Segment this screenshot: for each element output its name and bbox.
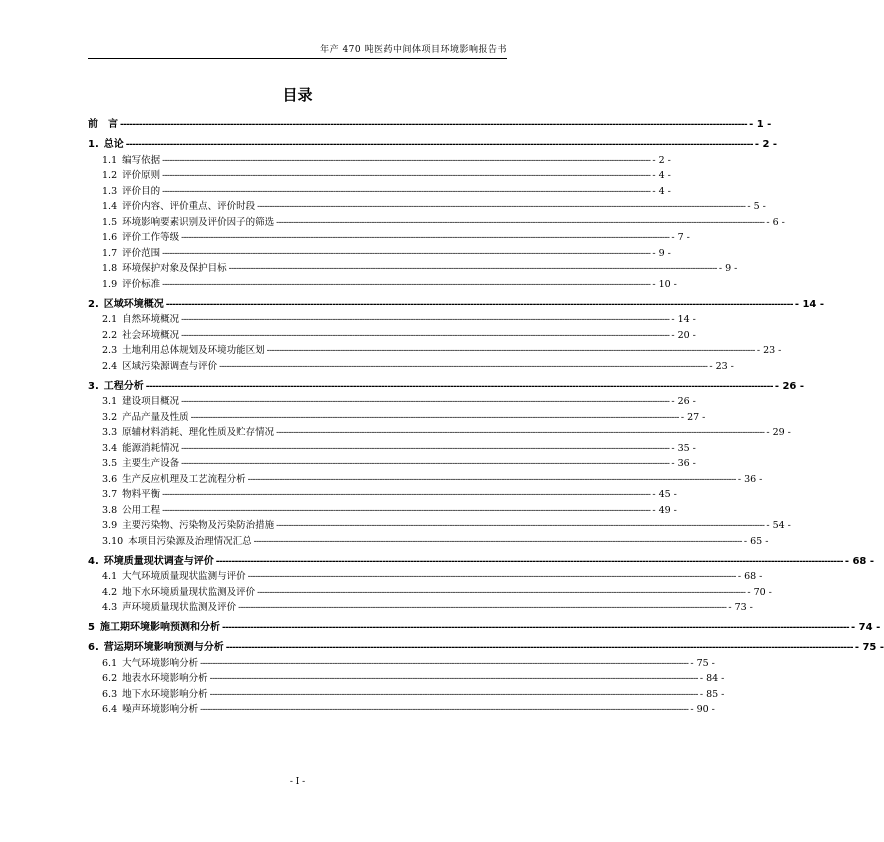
- toc-entry-label: 总论: [103, 139, 124, 150]
- toc-section-entry[interactable]: [88, 356, 734, 372]
- toc-chapter-entry[interactable]: [88, 290, 825, 310]
- toc-leader-dots: --------------------------------------------------------------------------------------------------------------------------------------------------------------------------------------------------------: [181, 315, 670, 325]
- toc-entry-page: - 70 -: [747, 586, 772, 598]
- toc-entry-number: 3.: [88, 380, 99, 392]
- toc-entry-number: 1.1: [102, 154, 118, 166]
- toc-entry-label: 生产反应机理及工艺流程分析: [122, 473, 246, 485]
- toc-entry-page: - 73 -: [728, 602, 753, 613]
- toc-entry-page: - 9 -: [652, 247, 671, 259]
- toc-entry-label: 声环境质量现状监测及评价: [122, 602, 237, 613]
- toc-entry-page: - 6 -: [766, 216, 785, 228]
- toc-entry-number: 6.4: [102, 704, 118, 715]
- toc-chapter-entry[interactable]: [88, 633, 884, 653]
- toc-entry-number: 1.2: [102, 170, 118, 181]
- toc-entry-page: - 36 -: [671, 458, 696, 469]
- toc-entry-label: 施工期环境影响预测和分析: [99, 622, 220, 633]
- toc-entry-label: 大气环境影响分析: [122, 657, 199, 669]
- toc-leader-dots: --------------------------------------------------------------------------------------------------------------------------------------------------------------------------------------------------------: [181, 459, 670, 469]
- toc-entry-label: 评价原则: [122, 170, 161, 181]
- toc-entry-page: - 4 -: [652, 185, 671, 197]
- toc-leader-dots: --------------------------------------------------------------------------------------------------------------------------------------------------------------------------------------------------------: [276, 428, 765, 438]
- toc-leader-dots: --------------------------------------------------------------------------------------------------------------------------------------------------------------------------------------------------------: [215, 556, 843, 567]
- toc-leader-dots: --------------------------------------------------------------------------------------------------------------------------------------------------------------------------------------------------------: [276, 217, 765, 228]
- toc-entry-number: 3.8: [102, 504, 118, 516]
- toc-leader-dots: --------------------------------------------------------------------------------------------------------------------------------------------------------------------------------------------------------: [181, 443, 670, 454]
- toc-section-entry[interactable]: [88, 150, 671, 166]
- toc-entry-label: 评价目的: [122, 185, 161, 197]
- toc-section-entry[interactable]: [88, 485, 677, 501]
- toc-entry-page: - 65 -: [743, 535, 769, 547]
- toc-leader-dots: --------------------------------------------------------------------------------------------------------------------------------------------------------------------------------------------------------: [225, 643, 853, 653]
- toc-entry-number: 4.2: [102, 586, 118, 598]
- toc-entry-page: - 2 -: [652, 154, 671, 166]
- toc-entry-number: 1.5: [102, 216, 118, 228]
- toc-entry-number: 1.9: [102, 278, 118, 290]
- toc-chapter-entry[interactable]: [88, 372, 805, 392]
- toc-section-entry[interactable]: [88, 259, 738, 275]
- toc-entry-label: 地表水环境影响分析: [122, 673, 208, 684]
- toc-entry-label: 建设项目概况: [122, 396, 180, 407]
- toc-entry-number: 6.: [88, 642, 99, 653]
- toc-leader-dots: --------------------------------------------------------------------------------------------------------------------------------------------------------------------------------------------------------: [162, 279, 651, 290]
- toc-entry-number: 2.2: [102, 329, 118, 341]
- toc-entry-number: 1.4: [102, 201, 118, 212]
- toc-leader-dots: --------------------------------------------------------------------------------------------------------------------------------------------------------------------------------------------------------: [253, 536, 742, 547]
- toc-leader-dots: --------------------------------------------------------------------------------------------------------------------------------------------------------------------------------------------------------: [257, 202, 746, 212]
- toc-entry-page: - 2 -: [754, 139, 778, 150]
- toc-entry-page: - 27 -: [680, 411, 706, 423]
- toc-entry-page: - 75 -: [690, 657, 715, 669]
- toc-section-entry[interactable]: [88, 516, 791, 532]
- toc-entry-page: - 74 -: [851, 622, 881, 633]
- toc-leader-dots: --------------------------------------------------------------------------------------------------------------------------------------------------------------------------------------------------------: [219, 361, 708, 372]
- toc-section-entry[interactable]: [88, 166, 671, 182]
- toc-entry-page: - 9 -: [718, 263, 738, 274]
- toc-entry-page: - 23 -: [709, 360, 734, 372]
- toc-entry-page: - 26 -: [671, 396, 696, 407]
- toc-section-entry[interactable]: [88, 454, 696, 470]
- toc-section-entry[interactable]: [88, 243, 671, 259]
- toc-entry-page: - 85 -: [699, 688, 725, 700]
- toc-entry-page: - 29 -: [766, 427, 791, 438]
- toc-section-entry[interactable]: [88, 598, 753, 614]
- toc-section-entry[interactable]: [88, 310, 696, 326]
- toc-section-entry[interactable]: [88, 197, 766, 213]
- toc-entry-number: 2.3: [102, 345, 118, 356]
- toc-entry-label: 工程分析: [103, 380, 144, 392]
- toc-section-entry[interactable]: [88, 469, 763, 485]
- toc-entry-number: 2.1: [102, 314, 118, 325]
- toc-leader-dots: --------------------------------------------------------------------------------------------------------------------------------------------------------------------------------------------------------: [120, 120, 748, 130]
- toc-entry-number: 3.4: [102, 442, 118, 454]
- toc-leader-dots: --------------------------------------------------------------------------------------------------------------------------------------------------------------------------------------------------------: [162, 505, 651, 516]
- toc-entry-number: 4.: [88, 555, 99, 567]
- toc-section-entry[interactable]: [88, 392, 696, 408]
- toc-section-entry[interactable]: [88, 582, 772, 598]
- toc-entry-label: 土地利用总体规划及环境功能区划: [122, 345, 265, 356]
- toc-leader-dots: --------------------------------------------------------------------------------------------------------------------------------------------------------------------------------------------------------: [162, 171, 651, 181]
- toc-leader-dots: --------------------------------------------------------------------------------------------------------------------------------------------------------------------------------------------------------: [162, 248, 651, 259]
- toc-leader-dots: --------------------------------------------------------------------------------------------------------------------------------------------------------------------------------------------------------: [221, 623, 850, 633]
- toc-entry-page: - 26 -: [774, 380, 805, 392]
- toc-entry-number: 5: [88, 622, 95, 633]
- toc-entry-label: 环境影响要素识别及评价因子的筛选: [122, 216, 275, 228]
- toc-leader-dots: --------------------------------------------------------------------------------------------------------------------------------------------------------------------------------------------------------: [165, 299, 793, 310]
- toc-entry-page: - 23 -: [756, 345, 782, 356]
- toc-entry-label: 营运期环境影响预测与分析: [103, 642, 224, 653]
- toc-entry-label: 本项目污染源及治理情况汇总: [128, 535, 252, 547]
- toc-entry-number: 3.3: [102, 427, 118, 438]
- toc-entry-page: - 1 -: [749, 119, 772, 130]
- toc-entry-label: 噪声环境影响分析: [122, 704, 199, 715]
- toc-section-entry[interactable]: [88, 423, 791, 439]
- toc-section-entry[interactable]: [88, 274, 677, 290]
- toc-entry-label: 区域污染源调查与评价: [122, 360, 218, 372]
- toc-entry-label: 评价范围: [122, 247, 161, 259]
- toc-entry-number: 3.6: [102, 473, 118, 485]
- toc-section-entry[interactable]: [88, 325, 696, 341]
- toc-entry-number: 1.6: [102, 232, 118, 243]
- toc-entry-page: - 68 -: [844, 555, 875, 567]
- toc-entry-label: 地下水环境质量现状监测及评价: [122, 586, 256, 598]
- page-title: 目录: [282, 86, 313, 104]
- toc-entry-page: - 14 -: [671, 314, 696, 325]
- toc-leader-dots: --------------------------------------------------------------------------------------------------------------------------------------------------------------------------------------------------------: [257, 587, 746, 598]
- toc-chapter-entry[interactable]: [88, 547, 875, 567]
- toc-chapter-entry[interactable]: [88, 613, 881, 633]
- toc-chapter-entry[interactable]: [88, 130, 778, 150]
- toc-entry-label: 区域环境概况: [103, 298, 164, 310]
- toc-entry-number: 4.1: [102, 571, 118, 582]
- toc-entry-number: 4.3: [102, 602, 118, 613]
- toc-entry-number: 1.8: [102, 263, 118, 274]
- toc-entry-page: - 7 -: [671, 232, 690, 243]
- toc-section-entry[interactable]: [88, 500, 677, 516]
- toc-entry-page: - 10 -: [652, 278, 677, 290]
- toc-entry-label: 环境质量现状调查与评价: [103, 555, 214, 567]
- toc-entry-page: - 84 -: [699, 673, 725, 684]
- toc-entry-label: 原辅材料消耗、理化性质及贮存情况: [122, 427, 275, 438]
- toc-entry-number: 6.1: [102, 657, 118, 669]
- toc-leader-dots: --------------------------------------------------------------------------------------------------------------------------------------------------------------------------------------------------------: [181, 233, 670, 243]
- toc-entry-label: 主要污染物、污染物及污染防治措施: [122, 520, 275, 531]
- toc-leader-dots: --------------------------------------------------------------------------------------------------------------------------------------------------------------------------------------------------------: [209, 689, 698, 700]
- toc-entry-number: 6.3: [102, 688, 118, 700]
- toc-leader-dots: --------------------------------------------------------------------------------------------------------------------------------------------------------------------------------------------------------: [228, 264, 717, 274]
- toc-entry-label: 评价标准: [122, 278, 161, 290]
- running-header: 年产 470 吨医药中间体项目环境影响报告书: [88, 42, 507, 59]
- toc-entry-number: 3.10: [102, 535, 124, 547]
- toc-entry-page: - 36 -: [737, 473, 763, 485]
- toc-section-entry[interactable]: [88, 228, 690, 244]
- toc-leader-dots: --------------------------------------------------------------------------------------------------------------------------------------------------------------------------------------------------------: [162, 186, 651, 197]
- toc-leader-dots: --------------------------------------------------------------------------------------------------------------------------------------------------------------------------------------------------------: [247, 474, 736, 485]
- toc-entry-label: 地下水环境影响分析: [122, 688, 208, 700]
- toc-section-entry[interactable]: [88, 653, 715, 669]
- toc-entry-number: 2.4: [102, 360, 118, 372]
- toc-section-entry[interactable]: [88, 531, 769, 547]
- toc-entry-page: - 45 -: [652, 489, 677, 500]
- toc-entry-label: 编写依据: [122, 154, 161, 166]
- toc-leader-dots: --------------------------------------------------------------------------------------------------------------------------------------------------------------------------------------------------------: [125, 140, 753, 150]
- toc-leader-dots: --------------------------------------------------------------------------------------------------------------------------------------------------------------------------------------------------------: [181, 330, 670, 341]
- toc-section-entry[interactable]: [88, 684, 725, 700]
- toc-leader-dots: --------------------------------------------------------------------------------------------------------------------------------------------------------------------------------------------------------: [190, 412, 679, 423]
- toc-section-entry[interactable]: [88, 438, 696, 454]
- toc-entry-page: - 54 -: [766, 520, 791, 531]
- toc-entry-number: 3.2: [102, 411, 118, 423]
- toc-entry-page: - 20 -: [671, 329, 696, 341]
- toc-entry-page: - 14 -: [794, 298, 825, 310]
- toc-leader-dots: --------------------------------------------------------------------------------------------------------------------------------------------------------------------------------------------------------: [276, 521, 765, 531]
- toc-entry-page: - 35 -: [671, 442, 696, 454]
- toc-entry-number: 3.9: [102, 520, 118, 531]
- toc-entry-number: 3.7: [102, 489, 118, 500]
- toc-section-entry[interactable]: [88, 669, 725, 685]
- toc-entry-label: 物料平衡: [122, 489, 161, 500]
- toc-entry-label: 产品产量及性质: [122, 411, 189, 423]
- toc-entry-label: 评价工作等级: [122, 232, 180, 243]
- toc-entry-page: - 75 -: [854, 642, 884, 653]
- toc-leader-dots: --------------------------------------------------------------------------------------------------------------------------------------------------------------------------------------------------------: [238, 603, 727, 613]
- toc-entry-page: - 4 -: [652, 170, 671, 181]
- toc-entry-label: 大气环境质量现状监测与评价: [122, 571, 246, 582]
- table-of-contents: [88, 110, 884, 715]
- toc-section-entry[interactable]: [88, 567, 763, 583]
- toc-leader-dots: --------------------------------------------------------------------------------------------------------------------------------------------------------------------------------------------------------: [145, 381, 773, 392]
- toc-entry-label: 能源消耗情况: [122, 442, 180, 454]
- toc-leader-dots: --------------------------------------------------------------------------------------------------------------------------------------------------------------------------------------------------------: [200, 705, 689, 715]
- toc-entry-number: 3.1: [102, 396, 118, 407]
- toc-entry-label: 公用工程: [122, 504, 161, 516]
- toc-leader-dots: --------------------------------------------------------------------------------------------------------------------------------------------------------------------------------------------------------: [247, 572, 736, 582]
- toc-chapter-entry[interactable]: [88, 110, 772, 130]
- toc-entry-number: 6.2: [102, 673, 118, 684]
- toc-entry-number: 2.: [88, 298, 99, 310]
- toc-entry-page: - 90 -: [690, 704, 715, 715]
- toc-entry-page: - 49 -: [652, 504, 677, 516]
- toc-entry-label: 前 言: [88, 119, 118, 130]
- toc-leader-dots: --------------------------------------------------------------------------------------------------------------------------------------------------------------------------------------------------------: [162, 155, 651, 166]
- toc-section-entry[interactable]: [88, 700, 715, 716]
- toc-entry-number: 1.: [88, 139, 99, 150]
- toc-entry-number: 1.3: [102, 185, 118, 197]
- toc-leader-dots: --------------------------------------------------------------------------------------------------------------------------------------------------------------------------------------------------------: [209, 674, 698, 684]
- toc-leader-dots: --------------------------------------------------------------------------------------------------------------------------------------------------------------------------------------------------------: [200, 658, 689, 669]
- toc-leader-dots: --------------------------------------------------------------------------------------------------------------------------------------------------------------------------------------------------------: [162, 490, 651, 500]
- toc-entry-label: 评价内容、评价重点、评价时段: [122, 201, 256, 212]
- toc-entry-label: 主要生产设备: [122, 458, 180, 469]
- toc-section-entry[interactable]: [88, 341, 782, 357]
- toc-section-entry[interactable]: [88, 407, 706, 423]
- toc-entry-number: 1.7: [102, 247, 118, 259]
- toc-section-entry[interactable]: [88, 181, 671, 197]
- toc-section-entry[interactable]: [88, 212, 785, 228]
- toc-entry-page: - 68 -: [737, 571, 763, 582]
- toc-leader-dots: --------------------------------------------------------------------------------------------------------------------------------------------------------------------------------------------------------: [181, 397, 670, 407]
- toc-entry-page: - 5 -: [747, 201, 766, 212]
- toc-leader-dots: --------------------------------------------------------------------------------------------------------------------------------------------------------------------------------------------------------: [266, 346, 755, 356]
- toc-entry-label: 环境保护对象及保护目标: [122, 263, 227, 274]
- toc-entry-number: 3.5: [102, 458, 118, 469]
- toc-entry-label: 社会环境概况: [122, 329, 180, 341]
- toc-entry-label: 自然环境概况: [122, 314, 180, 325]
- page-number: - I -: [289, 777, 306, 787]
